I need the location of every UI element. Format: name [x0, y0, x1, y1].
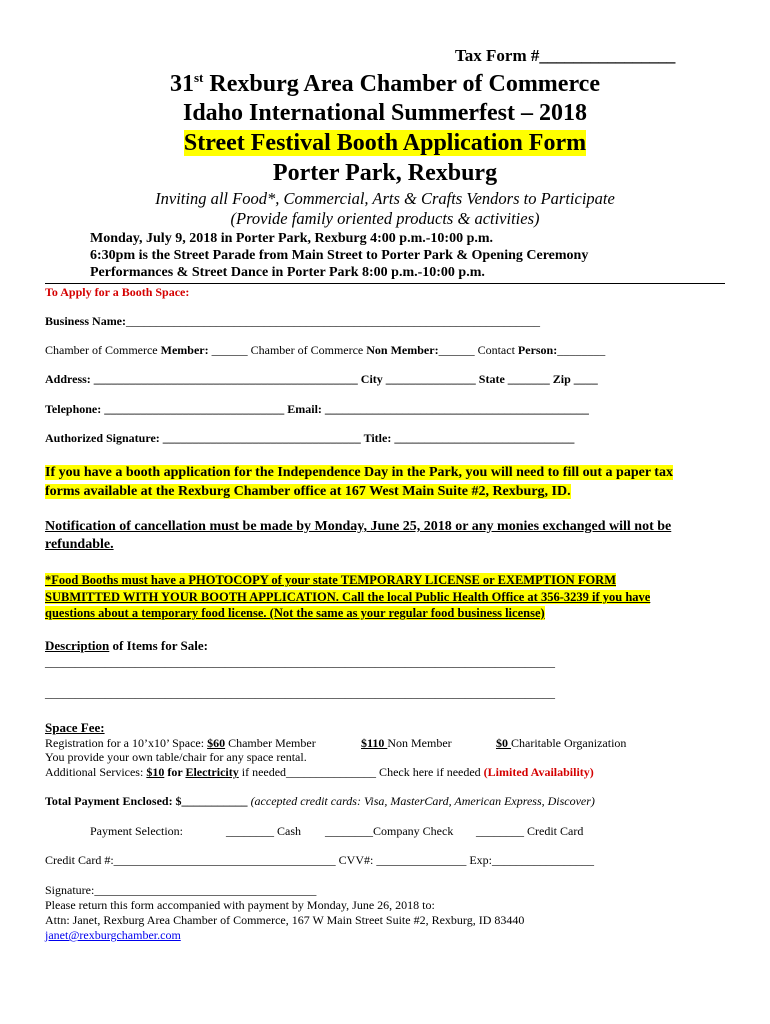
food-notice-text-1: *Food Booths must have a PHOTOCOPY of your state TEMPORARY LICENSE or EXEMPTION FORM: [45, 573, 616, 587]
non-member-amount: $110: [361, 736, 388, 750]
payment-check-option[interactable]: ________Company Check: [325, 824, 454, 838]
independence-notice-1: [45, 465, 673, 481]
cancellation-notice-1: Notification of cancellation must be made by Monday, June 25, 2018 or any monies exchanged will not be: [45, 519, 672, 534]
payment-selection-label: Payment Selection:: [90, 824, 183, 838]
total-payment[interactable]: [45, 794, 595, 809]
page-title-line-1: [0, 70, 770, 98]
additional-amount: $10: [146, 765, 165, 779]
schedule-line-2: 6:30pm is the Street Parade from Main Street to Porter Park & Opening Ceremony: [90, 248, 589, 263]
total-payment-label: Total Payment Enclosed: $___________: [45, 794, 251, 808]
apply-heading: To Apply for a Booth Space:: [45, 285, 190, 299]
non-member-fee: [361, 736, 452, 751]
page-title-line-3-wrap: [0, 130, 770, 157]
charitable-label: Charitable Organization: [511, 736, 627, 750]
food-notice-2: [45, 590, 650, 605]
limited-availability: (Limited Availability): [483, 765, 594, 779]
return-instructions: Please return this form accompanied with payment by Monday, June 26, 2018 to:: [45, 898, 435, 912]
signature-field[interactable]: Signature:_____________________________________: [45, 883, 317, 897]
invite-line-1: Inviting all Food*, Commercial, Arts & Crafts Vendors to Participate: [155, 189, 615, 208]
address-field[interactable]: Address: ____________________________________________ City _______________ State _______ Zip ____: [45, 372, 598, 386]
business-name-field[interactable]: [45, 314, 540, 329]
charitable-amount: $0: [496, 736, 511, 750]
independence-notice-text-1: If you have a booth application for the Independence Day in the Park, you will need to fill out a paper tax: [45, 465, 673, 480]
contact-label: Person:: [517, 343, 558, 357]
divider: [45, 283, 725, 284]
food-notice-text-3: questions about a temporary food license. (Not the same as your regular food business license): [45, 606, 545, 620]
contact-email-wrap: [45, 928, 181, 943]
payment-credit-option[interactable]: ________ Credit Card: [476, 824, 584, 838]
payment-cash-option[interactable]: ________ Cash: [226, 824, 301, 838]
telephone-email-field[interactable]: Telephone: ______________________________ Email: ____________________________________________: [45, 402, 589, 416]
title-chamber: Rexburg Area Chamber of Commerce: [203, 71, 600, 97]
tax-form-number: Tax Form #________________: [455, 46, 676, 65]
invite-line-2: (Provide family oriented products & activities): [230, 209, 540, 228]
return-address: Attn: Janet, Rexburg Area Chamber of Commerce, 167 W Main Street Suite #2, Rexburg, ID 83440: [45, 913, 525, 927]
registration-prefix: Registration for a 10’x10’ Space:: [45, 736, 208, 750]
location-title: Porter Park, Rexburg: [272, 160, 498, 186]
space-fee-heading: Space Fee:: [45, 720, 105, 735]
credit-card-fields[interactable]: Credit Card #:_____________________________________ CVV#: _______________ Exp:_________________: [45, 853, 594, 867]
non-member-blank: ______ Contact: [438, 343, 518, 357]
title-ordinal: 31: [170, 71, 194, 97]
member-label: Member:: [160, 343, 209, 357]
food-notice-1: [45, 573, 616, 588]
authorized-signature-field[interactable]: Authorized Signature: _________________________________ Title: ______________________________: [45, 431, 575, 445]
cancellation-notice-2: refundable.: [45, 537, 114, 552]
food-notice-text-2: SUBMITTED WITH YOUR BOOTH APPLICATION. Call the local Public Health Office at 356-3239 if you have: [45, 590, 651, 604]
additional-services[interactable]: [45, 765, 594, 780]
electricity-label: Electricity: [185, 765, 239, 779]
member-blank: ______: [208, 343, 251, 357]
description-blank-2[interactable]: _____________________________________________________________________________________: [45, 686, 555, 700]
independence-notice-text-2: forms available at the Rexburg Chamber office at 167 West Main Suite #2, Rexburg, ID.: [45, 484, 571, 499]
registration-member: Chamber Member: [225, 736, 316, 750]
additional-for: for: [164, 765, 186, 779]
registration-fee: [45, 736, 316, 751]
non-member-label-fee: Non Member: [387, 736, 452, 750]
page-title-line-2: Idaho International Summerfest – 2018: [182, 100, 587, 126]
contact-blank: ________: [557, 343, 606, 357]
schedule-line-3: Performances & Street Dance in Porter Park 8:00 p.m.-10:00 p.m.: [90, 265, 485, 280]
description-rest: of Items for Sale:: [109, 638, 208, 653]
description-label: [45, 638, 208, 654]
business-name-label: Business Name:: [45, 314, 127, 328]
additional-check: if needed_______________ Check here if needed: [238, 765, 484, 779]
description-blank-1[interactable]: _____________________________________________________________________________________: [45, 655, 555, 669]
member-prefix: Chamber of Commerce: [45, 343, 161, 357]
non-member-label: Non Member:: [366, 343, 439, 357]
non-member-prefix: Chamber of Commerce: [250, 343, 367, 357]
independence-notice-2: [45, 484, 571, 500]
membership-row[interactable]: [45, 343, 605, 358]
charitable-fee: [496, 736, 626, 751]
additional-prefix: Additional Services:: [45, 765, 147, 779]
schedule-line-1: Monday, July 9, 2018 in Porter Park, Rexburg 4:00 p.m.-10:00 p.m.: [90, 231, 494, 246]
food-notice-3: [45, 606, 545, 621]
form-title: Street Festival Booth Application Form: [183, 130, 587, 156]
title-ordinal-suffix: st: [194, 70, 204, 85]
registration-amount: $60: [207, 736, 226, 750]
business-name-blank: _____________________________________________________________________: [126, 314, 541, 328]
accepted-cards-note: (accepted credit cards: Visa, MasterCard, American Express, Discover): [250, 794, 595, 808]
description-word: Description: [45, 638, 110, 653]
table-chair-note: You provide your own table/chair for any space rental.: [45, 750, 307, 764]
contact-email-link[interactable]: janet@rexburgchamber.com: [45, 928, 181, 942]
